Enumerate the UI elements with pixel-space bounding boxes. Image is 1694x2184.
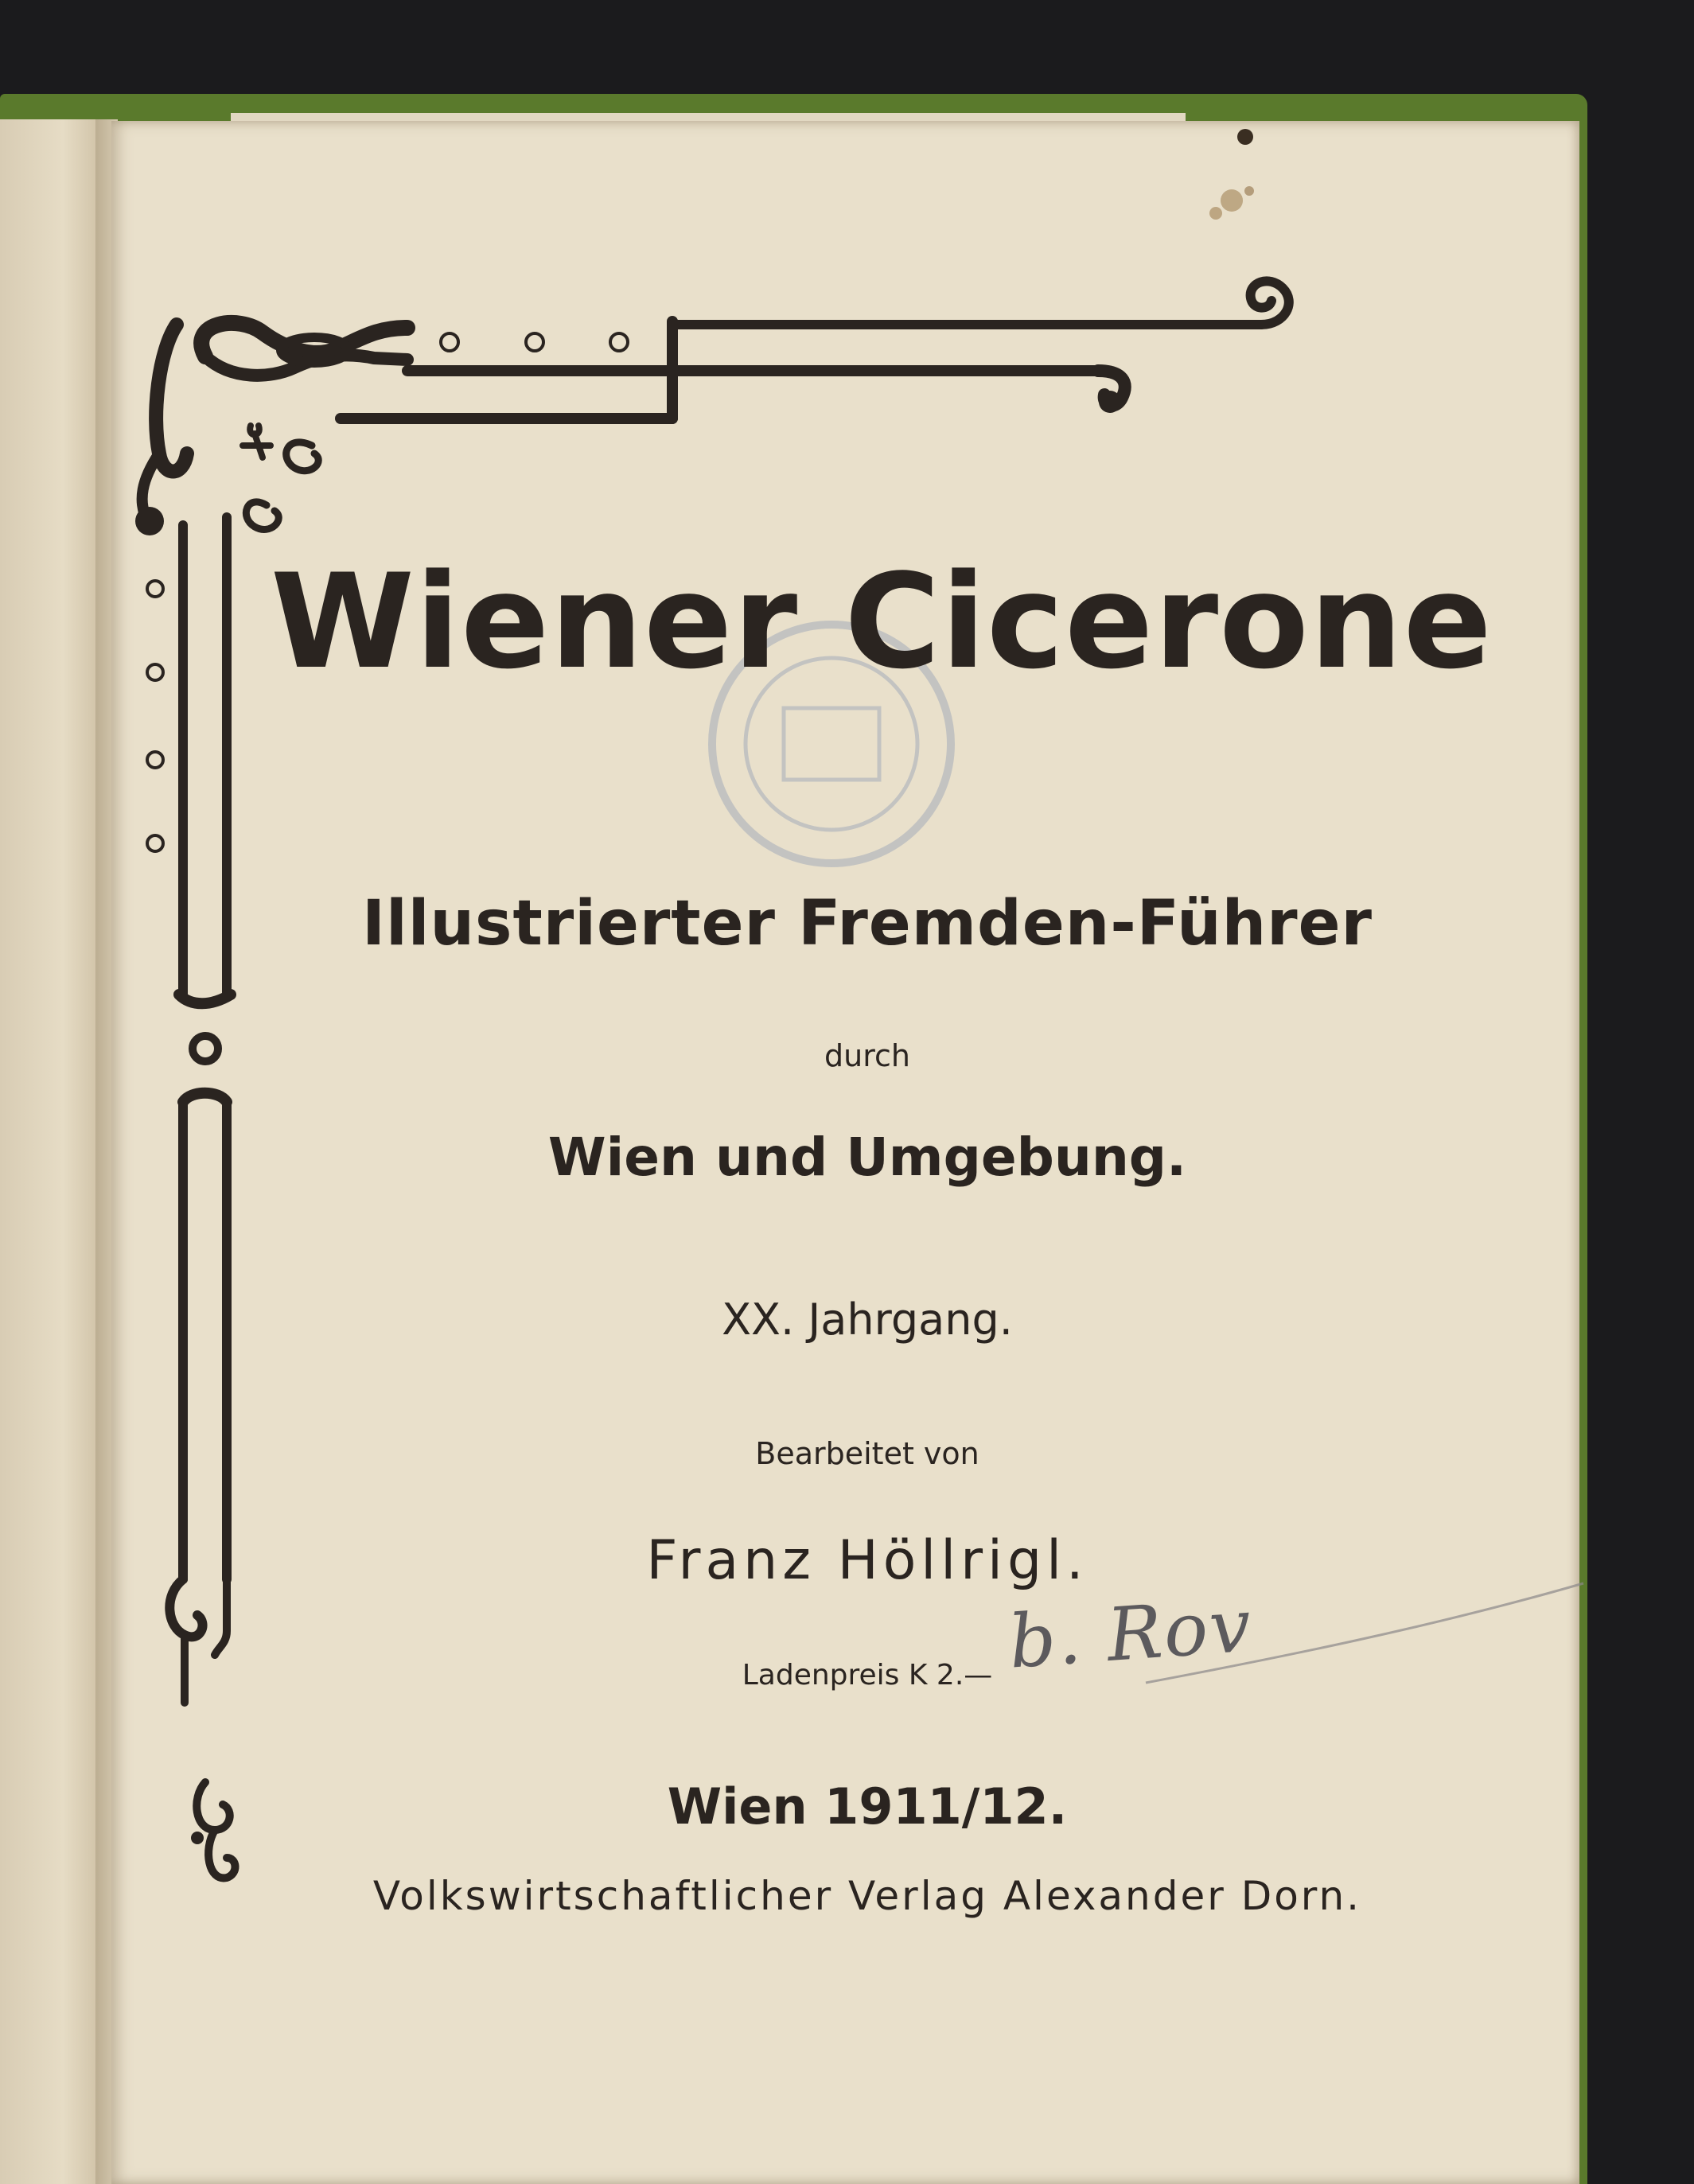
book-subtitle: Illustrierter Fremden-Führer bbox=[362, 888, 1373, 960]
price-line: Ladenpreis K 2.— bbox=[742, 1659, 993, 1692]
place-year-line: Wien 1911/12. bbox=[667, 1777, 1068, 1836]
edited-by-line: Bearbeitet von bbox=[755, 1436, 979, 1471]
book-title: Wiener Cicerone bbox=[271, 546, 1493, 698]
foxing-spots bbox=[1209, 129, 1254, 220]
publisher-line: Volkswirtschaftlicher Verlag Alexander Dorn. bbox=[372, 1873, 1362, 1919]
connector-text: durch bbox=[824, 1038, 910, 1073]
handwritten-note: b. Rov bbox=[1006, 1583, 1256, 1685]
edition-line: XX. Jahrgang. bbox=[722, 1294, 1013, 1345]
region-heading: Wien und Umgebung. bbox=[547, 1127, 1187, 1188]
author-name: Franz Höllrigl. bbox=[646, 1529, 1088, 1592]
